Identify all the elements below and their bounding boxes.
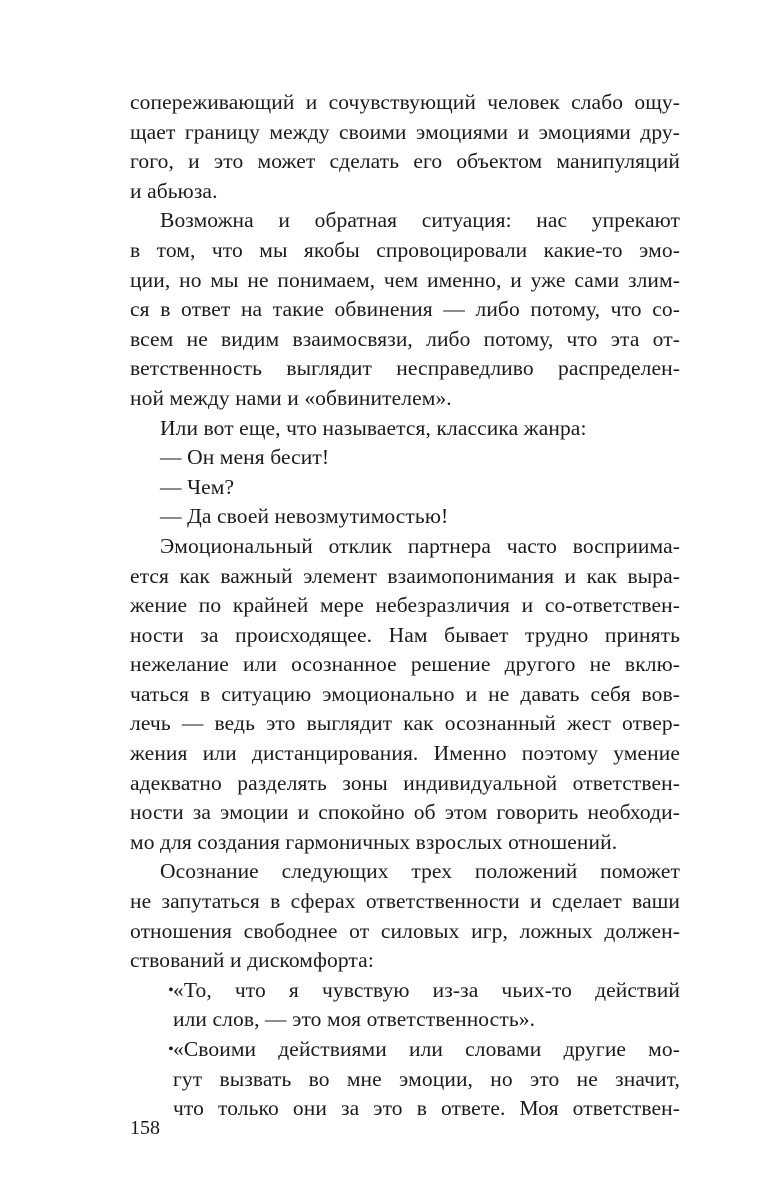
page-body — [130, 88, 680, 1124]
text-line: Эмоциональный отклик партнера часто восприима- — [160, 533, 680, 558]
text-line: ветственность выглядит несправедливо распределен- — [130, 356, 680, 381]
bullet-text-line: или слов, — это моя ответственность». — [173, 1007, 536, 1032]
text-line: жение по крайней мере небезразличия и со-ответствен- — [130, 593, 680, 618]
text-line: ности за эмоции и спокойно об этом говорить необходи- — [130, 800, 680, 825]
bullet-text-line: «То, что я чувствую из-за чьих-то действий — [173, 977, 680, 1002]
bullet-icon: • — [168, 1041, 174, 1058]
bullet-icon: • — [168, 981, 174, 999]
text-line: Или вот еще, что называется, классика жанра: — [160, 415, 587, 440]
text-line: гого, и это может сделать его объектом манипуляций — [130, 149, 680, 174]
text-line: щает границу между своими эмоциями и эмоциями дру- — [130, 119, 680, 144]
bullet-text-line: «Своими действиями или словами другие мо- — [173, 1037, 680, 1061]
text-line: сопереживающий и сочувствующий человек слабо ощу- — [130, 90, 680, 114]
text-line: отношения свободнее от силовых игр, ложных должен- — [130, 918, 680, 943]
text-line: лечь — ведь это выглядит как осознанный жест отвер- — [130, 711, 680, 736]
text-line: — Он меня бесит! — [160, 445, 330, 470]
text-line: — Да своей невозмутимостью! — [160, 504, 449, 529]
text-line: жения или дистанцирования. Именно поэтому умение — [130, 741, 680, 766]
text-line: всем не видим взаимосвязи, либо потому, что эта от- — [130, 326, 680, 351]
bullet-text-line: гут вызвать во мне эмоции, но это не значит, — [173, 1066, 680, 1091]
text-line: ности за происходящее. Нам бывает трудно принять — [130, 622, 680, 647]
text-line: ной между нами и «обвинителем». — [130, 385, 452, 410]
text-line: мо для создания гармоничных взрослых отношений. — [130, 829, 618, 854]
text-line: ся в ответ на такие обвинения — либо потому, что со- — [130, 297, 680, 322]
text-line: — Чем? — [160, 474, 235, 499]
text-line: и абьюза. — [130, 178, 218, 203]
text-line: не запутаться в сферах ответственности и сделает ваши — [130, 889, 680, 914]
text-line: ции, но мы не понимаем, чем именно, и уже сами злим- — [130, 267, 680, 292]
text-line: нежелание или осознанное решение другого не вклю- — [130, 652, 680, 677]
page-number: 158 — [130, 1117, 160, 1139]
bullet-item — [130, 976, 680, 1035]
text-line: адекватно разделять зоны индивидуальной ответствен- — [130, 770, 680, 795]
text-line: Осознание следующих трех положений поможет — [160, 859, 680, 884]
text-line: ется как важный элемент взаимопонимания и как выра- — [130, 563, 680, 588]
bullet-item — [130, 1035, 680, 1124]
text-line: Возможна и обратная ситуация: нас упрекают — [160, 208, 680, 233]
text-line: в том, что мы якобы спровоцировали какие-то эмо- — [130, 237, 680, 262]
text-line: ствований и дискомфорта: — [130, 948, 374, 973]
bullet-text-line: что только они за это в ответе. Моя ответствен- — [173, 1096, 680, 1121]
text-line: чаться в ситуацию эмоционально и не давать себя вов- — [130, 681, 680, 706]
